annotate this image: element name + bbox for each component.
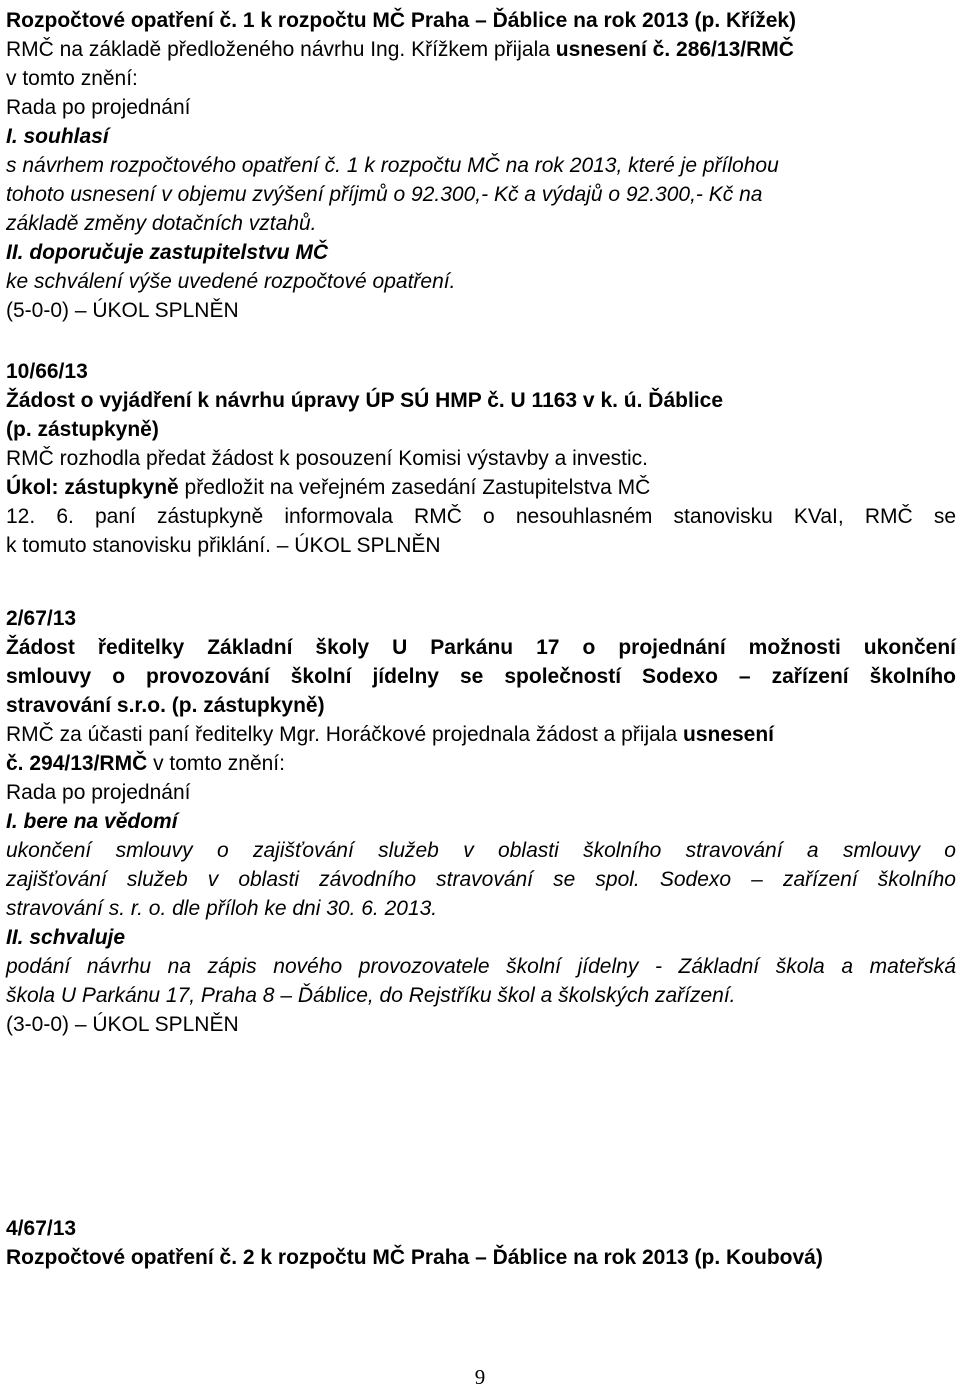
point-2-text: podání návrhu na zápis nového provozovatele školní jídelny - Základní škola a mateřská	[6, 955, 956, 978]
info-text-cont: k tomuto stanovisku přiklání. – ÚKOL SPLNĚN	[6, 534, 441, 557]
item-number: 4/67/13	[6, 1217, 77, 1240]
page-number: 9	[474, 1365, 486, 1389]
section-budget-measure-1	[6, 6, 956, 325]
point-1-text: základě změny dotačních vztahů.	[6, 212, 317, 235]
section-budget-measure-2	[6, 1214, 956, 1272]
section-title: Rozpočtové opatření č. 1 k rozpočtu MČ Praha – Ďáblice na rok 2013 (p. Křížek)	[6, 9, 797, 32]
decision-text: RMČ rozhodla předat žádost k posouzení Komisi výstavby a investic.	[6, 447, 648, 470]
point-1-text: tohoto usnesení v objemu zvýšení příjmů o 92.300,- Kč a výdajů o 92.300,- Kč na	[6, 183, 763, 206]
resolution-intro-cont: č. 294/13/RMČ v tomto znění:	[6, 752, 285, 775]
council-heading: Rada po projednání	[6, 96, 191, 119]
section-title: Žádost o vyjádření k návrhu úpravy ÚP SÚ HMP č. U 1163 v k. ú. Ďáblice	[6, 389, 723, 412]
section-school-canteen	[6, 604, 956, 1039]
section-title: smlouvy o provozování školní jídelny se společností Sodexo – zařízení školního	[6, 665, 956, 688]
resolution-intro-cont: v tomto znění:	[6, 67, 138, 90]
point-2-heading: II. doporučuje zastupitelstvu MČ	[6, 241, 329, 264]
info-text: 12. 6. paní zástupkyně informovala RMČ o nesouhlasném stanovisku KVaI, RMČ se	[6, 505, 956, 528]
section-title: Žádost ředitelky Základní školy U Parkánu 17 o projednání možnosti ukončení	[6, 636, 956, 659]
vote-result: (5-0-0) – ÚKOL SPLNĚN	[6, 299, 239, 322]
council-heading: Rada po projednání	[6, 781, 191, 804]
resolution-intro: RMČ na základě předloženého návrhu Ing. Křížkem přijala usnesení č. 286/13/RMČ	[6, 38, 794, 61]
point-1-heading: I. bere na vědomí	[6, 810, 178, 833]
resolution-intro: RMČ za účasti paní ředitelky Mgr. Horáčkové projednala žádost a přijala usnesení	[6, 723, 775, 746]
section-title: stravování s.r.o. (p. zástupkyně)	[6, 694, 325, 717]
item-number: 2/67/13	[6, 607, 77, 630]
task-line: Úkol: zástupkyně předložit na veřejném zasedání Zastupitelstva MČ	[6, 476, 651, 499]
section-zoning-request	[6, 357, 956, 560]
point-2-text: ke schválení výše uvedené rozpočtové opatření.	[6, 270, 456, 293]
point-1-heading: I. souhlasí	[6, 125, 109, 148]
point-1-text: s návrhem rozpočtového opatření č. 1 k rozpočtu MČ na rok 2013, které je přílohou	[6, 154, 779, 177]
item-number: 10/66/13	[6, 360, 88, 383]
point-2-heading: II. schvaluje	[6, 926, 126, 949]
vote-result: (3-0-0) – ÚKOL SPLNĚN	[6, 1013, 239, 1036]
section-title: Rozpočtové opatření č. 2 k rozpočtu MČ Praha – Ďáblice na rok 2013 (p. Koubová)	[6, 1246, 823, 1269]
point-2-text: škola U Parkánu 17, Praha 8 – Ďáblice, do Rejstříku škol a školských zařízení.	[6, 984, 736, 1007]
point-1-text: stravování s. r. o. dle příloh ke dni 30. 6. 2013.	[6, 897, 438, 920]
section-presenter: (p. zástupkyně)	[6, 418, 159, 441]
point-1-text: zajišťování služeb v oblasti závodního stravování se spol. Sodexo – zařízení školního	[6, 868, 956, 891]
point-1-text: ukončení smlouvy o zajišťování služeb v oblasti školního stravování a smlouvy o	[6, 839, 956, 862]
